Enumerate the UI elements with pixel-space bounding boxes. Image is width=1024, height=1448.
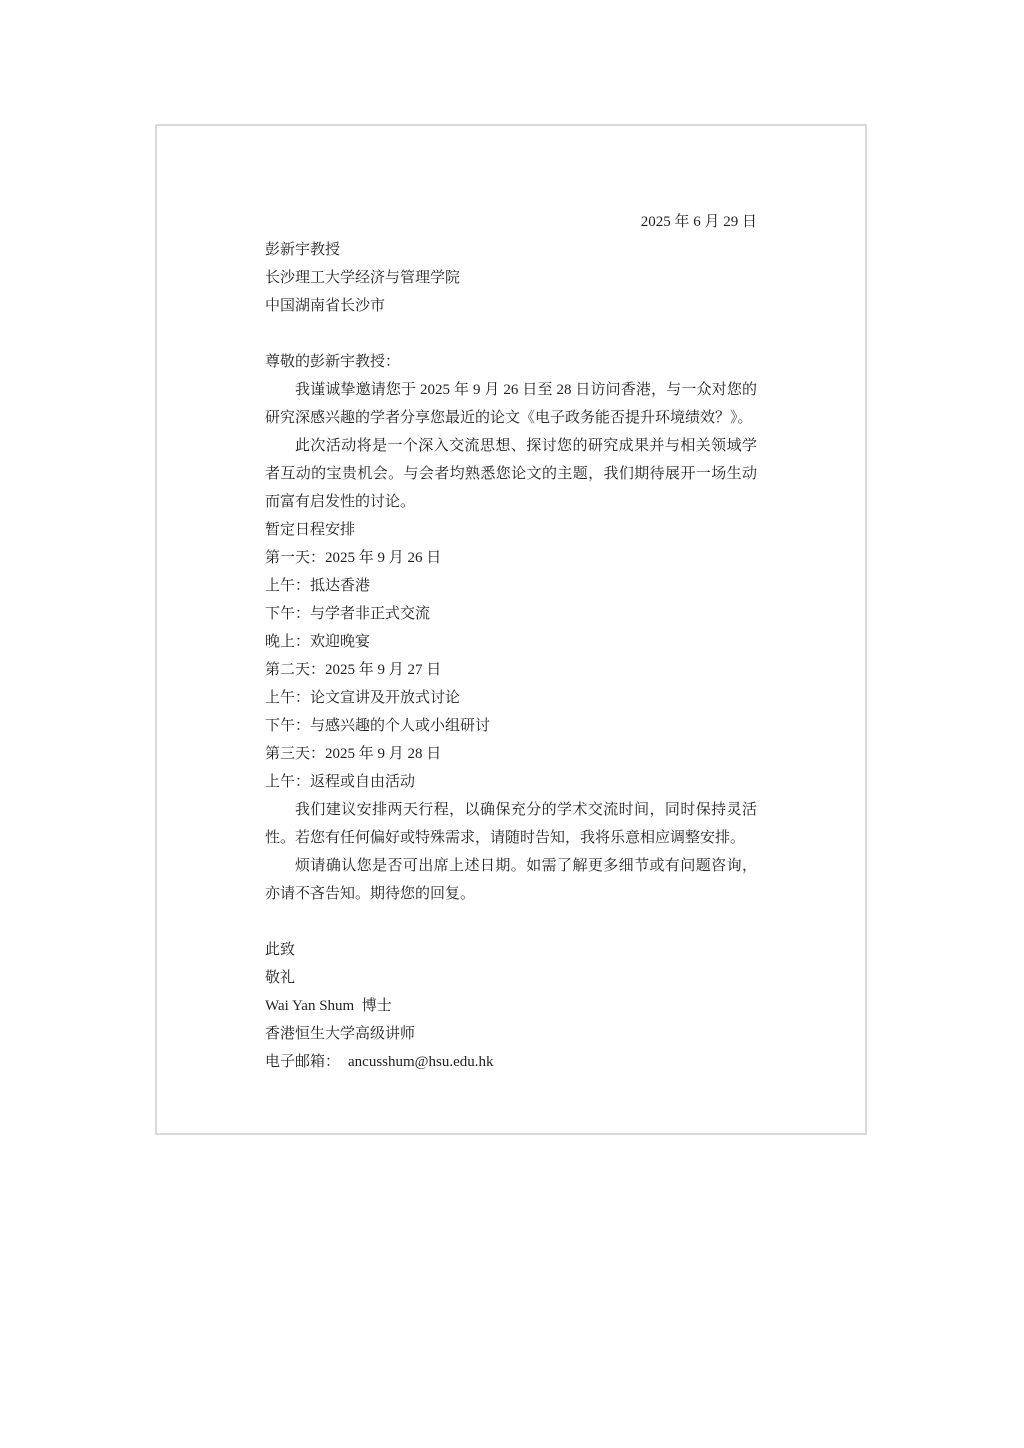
signature-name: Wai Yan Shum 博士	[265, 998, 392, 1014]
schedule-item-day1-morning: 上午：抵达香港	[265, 578, 371, 594]
schedule-item-day2-morning: 上午：论文宣讲及开放式讨论	[265, 690, 461, 706]
schedule-item-day3-morning: 上午：返程或自由活动	[265, 774, 416, 790]
schedule-item-day3: 第三天：2025 年 9 月 28 日	[265, 746, 442, 762]
schedule-item-day1: 第一天：2025 年 9 月 26 日	[265, 550, 442, 566]
recipient-name: 彭新宇教授	[265, 242, 341, 258]
signature-title: 香港恒生大学高级讲师	[265, 1026, 416, 1042]
recipient-address: 中国湖南省长沙市	[265, 298, 386, 314]
paragraph-event: 此次活动将是一个深入交流思想、探讨您的研究成果并与相关领域学者互动的宝贵机会。与会者均熟悉您论文的主题，我们期待展开一场生动而富有启发性的讨论。	[265, 438, 757, 510]
recipient-affiliation: 长沙理工大学经济与管理学院	[265, 270, 461, 286]
paragraph-invitation: 我谨诚挚邀请您于 2025 年 9 月 26 日至 28 日访问香港，与一众对您的研究深感兴趣的学者分享您最近的论文《电子政务能否提升环境绩效？》。	[265, 382, 757, 426]
paragraph-suggestion: 我们建议安排两天行程，以确保充分的学术交流时间，同时保持灵活性。若您有任何偏好或特殊需求，请随时告知，我将乐意相应调整安排。	[265, 802, 757, 846]
schedule-item-day2: 第二天：2025 年 9 月 27 日	[265, 662, 442, 678]
schedule-heading: 暂定日程安排	[265, 522, 356, 538]
schedule-item-day1-evening: 晚上：欢迎晚宴	[265, 634, 371, 650]
schedule-item-day1-afternoon: 下午：与学者非正式交流	[265, 606, 431, 622]
closing-respectfully: 此致	[265, 942, 296, 958]
salutation: 尊敬的彭新宇教授：	[265, 354, 401, 370]
letter-date: 2025 年 6 月 29 日	[640, 214, 757, 230]
letter-page	[155, 124, 867, 1135]
signature-email-line	[265, 1048, 757, 1076]
closing-salute: 敬礼	[265, 970, 296, 986]
blank-line	[265, 320, 757, 348]
email-label: 电子邮箱：	[265, 1054, 341, 1070]
paragraph-rsvp: 烦请确认您是否可出席上述日期。如需了解更多细节或有问题咨询，亦请不吝告知。期待您的回复。	[265, 858, 757, 902]
schedule-item-day2-afternoon: 下午：与感兴趣的个人或小组研讨	[265, 718, 491, 734]
blank-line	[265, 908, 757, 936]
email-address: ancusshum@hsu.edu.hk	[348, 1054, 494, 1070]
